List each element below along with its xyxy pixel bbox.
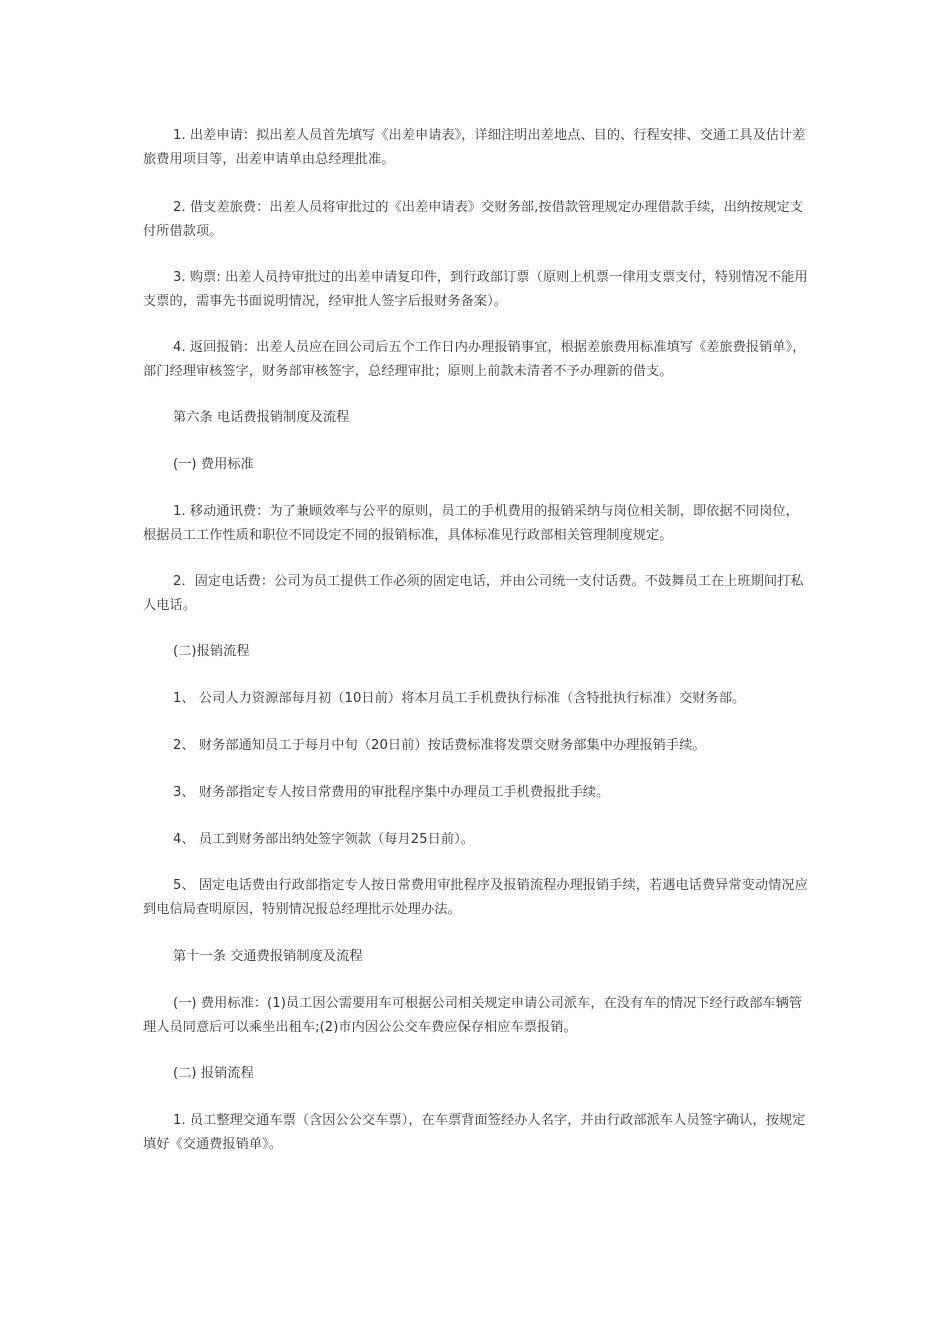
paragraph: 第十一条 交通费报销制度及流程: [173, 949, 363, 964]
paragraph: 4、 员工到财务部出纳处签字领款（每月25日前）。: [173, 832, 474, 847]
paragraph: 第六条 电话费报销制度及流程: [173, 410, 350, 425]
paragraph: 5、 固定电话费由行政部指定专人按日常费用审批程序及报销流程办理报销手续，若遇电话费异常变动情况应到电信局查明原因，特别情况报总经理批示处理办法。: [143, 878, 808, 917]
paragraph: 2．固定电话费：公司为员工提供工作必须的固定电话，并由公司统一支付话费。不鼓舞员工在上班期间打私人电话。: [143, 574, 804, 613]
paragraph: (一) 费用标准：(1)员工因公需要用车可根据公司相关规定申请公司派车，在没有车的情况下经行政部车辆管理人员同意后可以乘坐出租车;(2)市内因公公交车费应保存相应车票报销。: [143, 996, 803, 1035]
paragraph: 2. 借支差旅费：出差人员将审批过的《出差申请表》交财务部,按借款管理规定办理借款手续，出纳按规定支付所借款项。: [143, 200, 804, 239]
paragraph: (二) 报销流程: [173, 1066, 254, 1081]
paragraph: 1. 移动通讯费：为了兼顾效率与公平的原则，员工的手机费用的报销采纳与岗位相关制，即依据不同岗位，根据员工工作性质和职位不同设定不同的报销标准，具体标准见行政部相关管理制度规定。: [143, 504, 799, 543]
paragraph: 4. 返回报销：出差人员应在回公司后五个工作日内办理报销事宜，根据差旅费用标准填写《差旅费报销单》，部门经理审核签字，财务部审核签字，总经理审批；原则上前款未清者不予办理新的借支。: [143, 340, 806, 379]
paragraph: (二)报销流程: [173, 644, 250, 659]
paragraph: 3、 财务部指定专人按日常费用的审批程序集中办理员工手机费报批手续。: [173, 785, 610, 800]
paragraph: 1. 出差申请：拟出差人员首先填写《出差申请表》，详细注明出差地点、目的、行程安排、交通工具及估计差旅费用项目等，出差申请单由总经理批准。: [143, 128, 806, 167]
paragraph: 2、 财务部通知员工于每月中旬（20日前）按话费标准将发票交财务部集中办理报销手续。: [173, 738, 706, 753]
paragraph: (一) 费用标准: [173, 457, 254, 472]
paragraph: 3. 购票: 出差人员持审批过的出差申请复印件，到行政部订票（原则上机票一律用支票支付，特别情况不能用支票的，需事先书面说明情况，经审批人签字后报财务备案）。: [143, 270, 808, 309]
paragraph: 1. 员工整理交通车票（含因公公交车票），在车票背面签经办人名字，并由行政部派车人员签字确认，按规定填好《交通费报销单》。: [143, 1113, 806, 1152]
paragraph: 1、 公司人力资源部每月初（10日前）将本月员工手机费执行标准（含特批执行标准）交财务部。: [173, 691, 746, 706]
document-body: [143, 124, 808, 1157]
